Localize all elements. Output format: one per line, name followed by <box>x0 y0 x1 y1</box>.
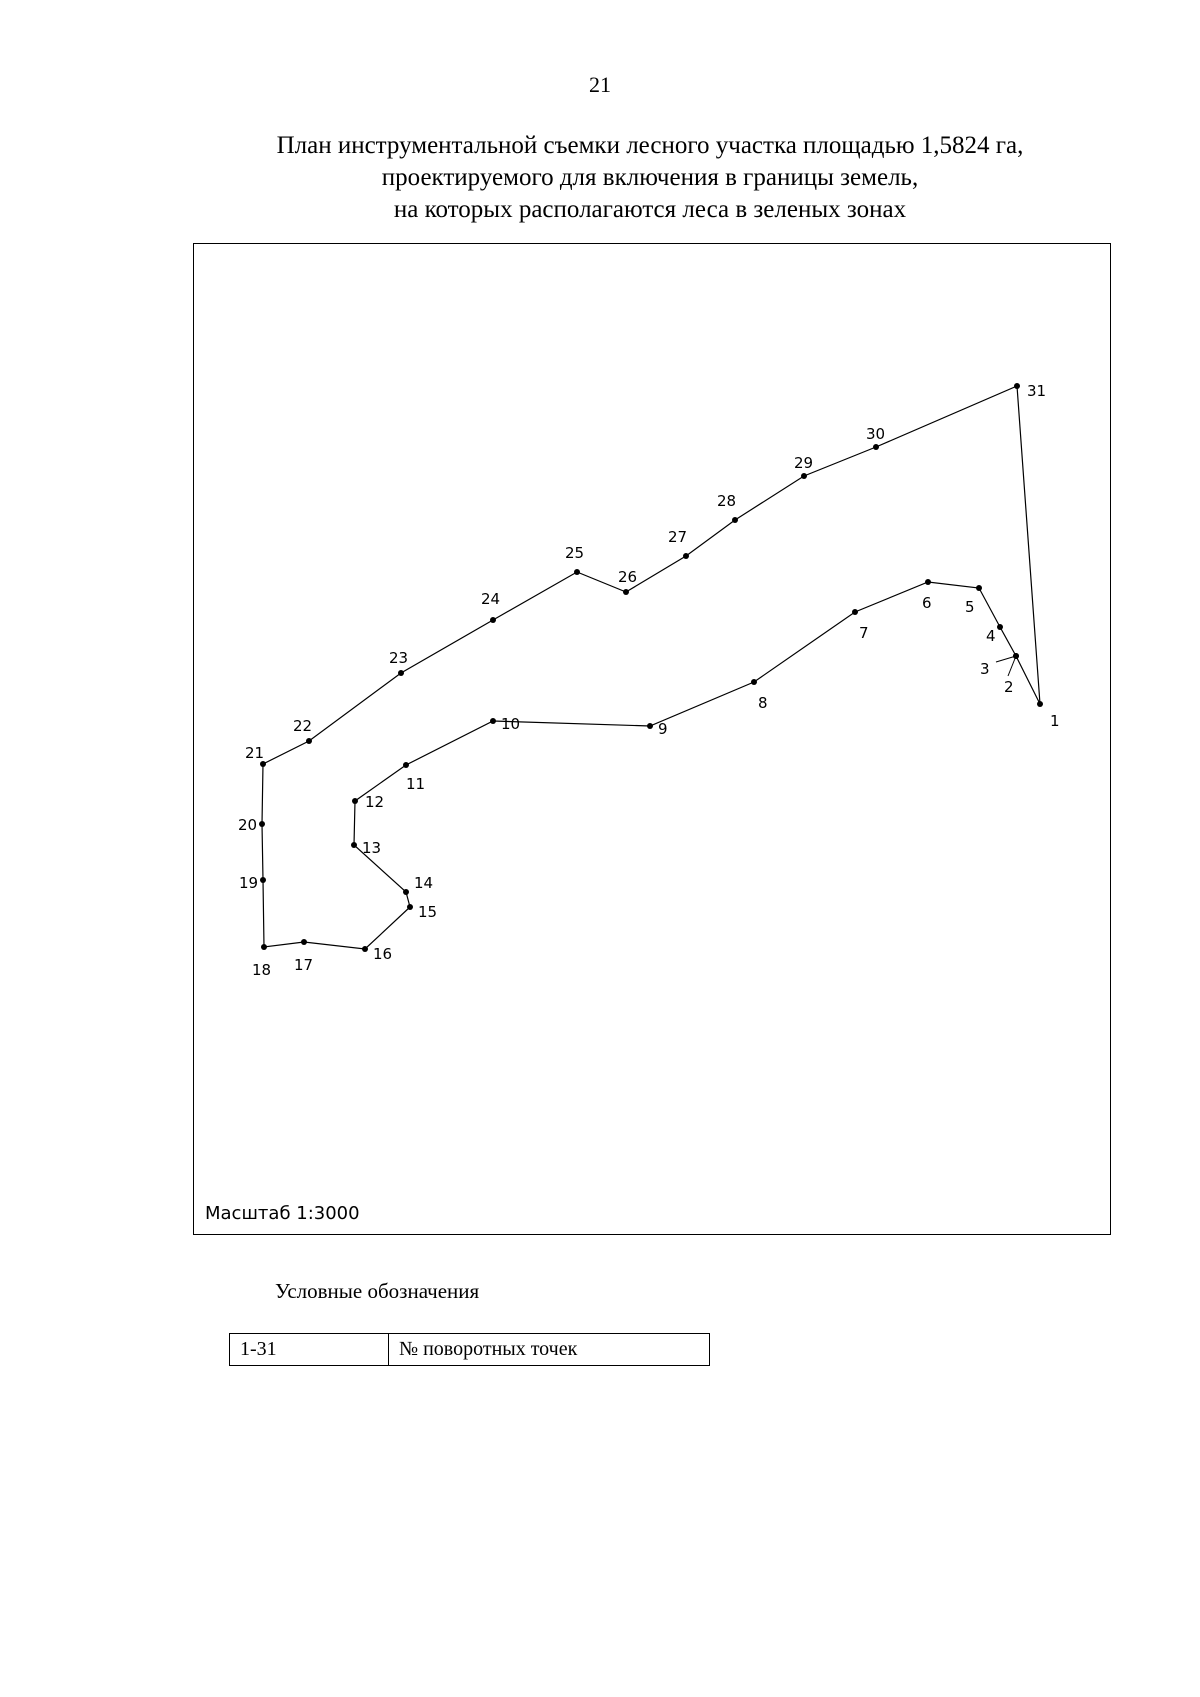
boundary-line <box>262 386 1040 949</box>
turning-point-label-8: 8 <box>758 694 768 712</box>
turning-point-14 <box>403 889 409 895</box>
turning-point-7 <box>852 609 858 615</box>
survey-plan <box>193 243 1111 1235</box>
turning-point-label-13: 13 <box>362 839 382 857</box>
turning-point-label-1: 1 <box>1050 712 1060 730</box>
turning-point-label-4: 4 <box>986 627 996 645</box>
turning-point-label-22: 22 <box>293 717 313 735</box>
turning-point-23 <box>398 670 404 676</box>
turning-point-label-18: 18 <box>252 961 272 979</box>
turning-point-label-14: 14 <box>414 874 434 892</box>
turning-point-label-10: 10 <box>501 715 521 733</box>
turning-point-label-17: 17 <box>294 956 314 974</box>
legend-symbol: 1-31 <box>230 1334 389 1366</box>
turning-point-22 <box>306 738 312 744</box>
title-line-2: проектируемого для включения в границы земель, <box>381 164 919 191</box>
turning-point-label-31: 31 <box>1027 382 1047 400</box>
turning-point-label-9: 9 <box>658 720 668 738</box>
title-line-3: на которых располагаются леса в зеленых зонах <box>393 196 907 223</box>
turning-point-11 <box>403 762 409 768</box>
turning-point-label-29: 29 <box>794 454 814 472</box>
turning-point-6 <box>925 579 931 585</box>
turning-point-label-20: 20 <box>238 816 258 834</box>
turning-point-1 <box>1037 701 1043 707</box>
turning-point-5 <box>976 585 982 591</box>
scale-label: Масштаб 1:3000 <box>205 1203 360 1224</box>
turning-point-8 <box>751 679 757 685</box>
turning-point-label-7: 7 <box>859 624 869 642</box>
turning-point-label-5: 5 <box>965 598 975 616</box>
turning-point-3 <box>1013 653 1019 659</box>
turning-point-label-25: 25 <box>565 544 585 562</box>
turning-point-label-16: 16 <box>373 945 393 963</box>
turning-point-label-19: 19 <box>239 874 259 892</box>
page-number: 21 <box>589 72 611 97</box>
turning-point-12 <box>352 798 358 804</box>
turning-point-24 <box>490 617 496 623</box>
legend-table <box>229 1333 710 1366</box>
turning-point-20 <box>259 821 265 827</box>
turning-point-label-6: 6 <box>922 594 932 612</box>
title-line-1: План инструментальной съемки лесного участка площадью 1,5824 га, <box>276 132 1024 159</box>
turning-point-label-24: 24 <box>481 590 501 608</box>
turning-point-label-2: 2 <box>1004 678 1014 696</box>
turning-point-label-15: 15 <box>418 903 438 921</box>
turning-point-label-26: 26 <box>618 568 638 586</box>
turning-point-25 <box>574 569 580 575</box>
label-leader-line <box>996 656 1016 662</box>
turning-point-13 <box>351 842 357 848</box>
turning-point-17 <box>301 939 307 945</box>
label-leader-line <box>1008 656 1016 676</box>
turning-point-label-27: 27 <box>668 528 688 546</box>
turning-point-29 <box>801 473 807 479</box>
turning-point-label-21: 21 <box>245 744 265 762</box>
page-title <box>150 130 1150 226</box>
turning-point-18 <box>261 944 267 950</box>
turning-point-28 <box>732 517 738 523</box>
legend-description: № поворотных точек <box>389 1334 710 1366</box>
turning-point-label-3: 3 <box>980 660 990 678</box>
turning-point-31 <box>1014 383 1020 389</box>
turning-point-label-11: 11 <box>406 775 426 793</box>
turning-point-label-30: 30 <box>866 425 886 443</box>
turning-point-27 <box>683 553 689 559</box>
turning-point-10 <box>490 718 496 724</box>
turning-point-label-23: 23 <box>389 649 409 667</box>
turning-point-label-28: 28 <box>717 492 737 510</box>
turning-point-4 <box>997 624 1003 630</box>
legend-row <box>230 1334 710 1366</box>
legend-title: Условные обозначения <box>275 1279 480 1303</box>
turning-point-16 <box>362 946 368 952</box>
turning-point-19 <box>260 877 266 883</box>
turning-point-label-12: 12 <box>365 793 385 811</box>
turning-point-30 <box>873 444 879 450</box>
plan-drawing <box>194 244 1110 1234</box>
turning-point-15 <box>407 904 413 910</box>
turning-point-26 <box>623 589 629 595</box>
turning-point-9 <box>647 723 653 729</box>
